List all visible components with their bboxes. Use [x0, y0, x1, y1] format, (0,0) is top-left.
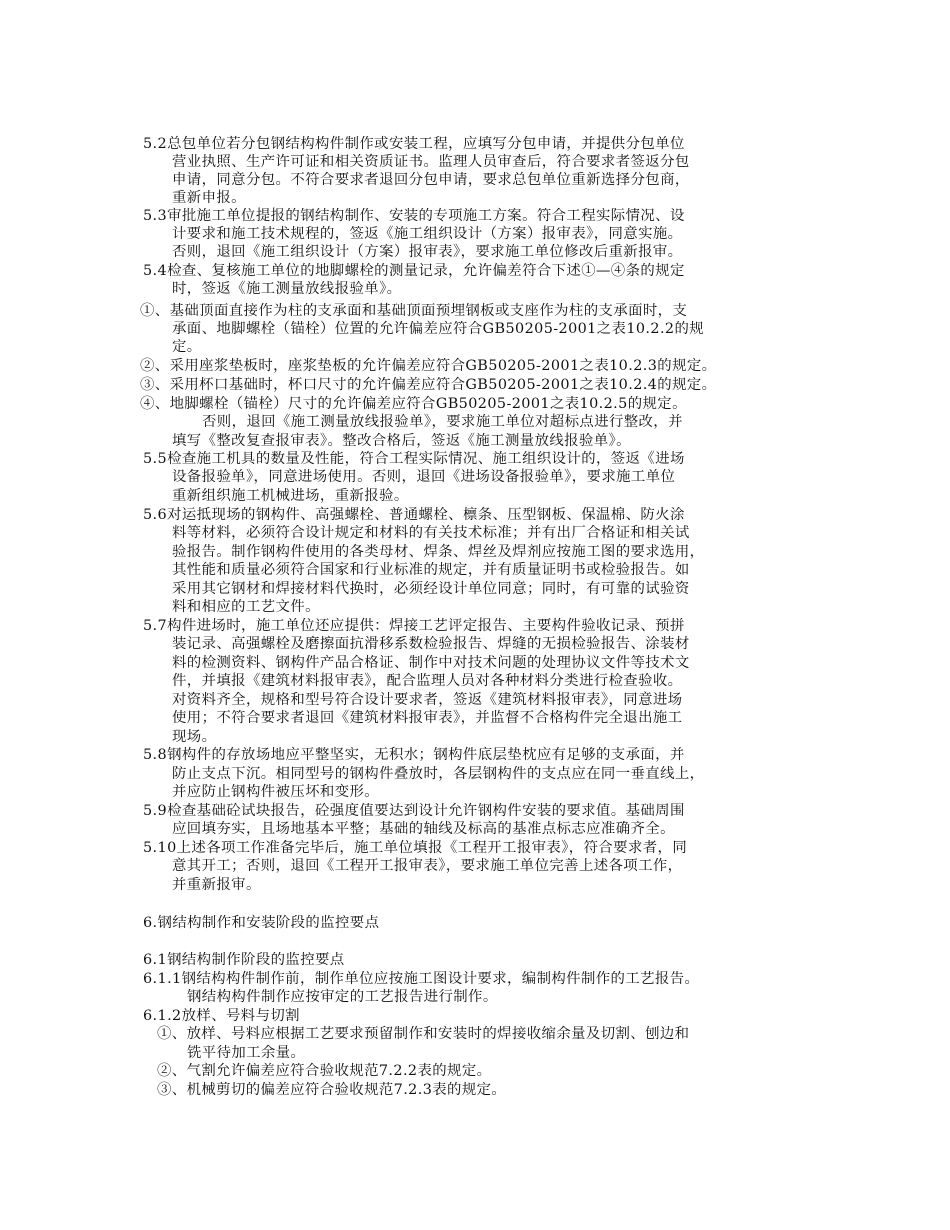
text-line: 重新申报。: [172, 190, 246, 206]
section-heading: 6.钢结构制作和安装阶段的监控要点: [143, 915, 380, 931]
text-line: 5.8钢构件的存放场地应平整坚实，无积水；钢构件底层垫枕应有足够的支承面，并: [143, 747, 685, 763]
text-line: ③、机械剪切的偏差应符合验收规范7.2.3表的规定。: [157, 1082, 507, 1098]
text-line: 铣平待加工余量。: [187, 1045, 306, 1061]
text-line: 否则，退回《施工组织设计（方案）报审表》，要求施工单位修改后重新报审。: [172, 244, 683, 260]
text-line: 验报告。制作钢构件使用的各类母材、焊条、焊丝及焊剂应按施工图的要求选用，: [172, 544, 705, 560]
text-line: 营业执照、生产许可证和相关资质证书。监理人员审查后，符合要求者签返分包: [172, 154, 690, 170]
text-line: 并重新报审。: [172, 877, 261, 893]
text-line: ①、基础顶面直接作为柱的支承面和基础顶面预埋钢板或支座作为柱的支承面时，支: [140, 303, 688, 319]
text-line: 对资料齐全，规格和型号符合设计要求者，签返《建筑材料报审表》，同意进场: [172, 692, 683, 708]
text-line: 承面、地脚螺栓（锚栓）位置的允许偏差应符合GB50205-2001之表10.2.2的规: [172, 321, 705, 337]
text-line: 5.3审批施工单位提报的钢结构制作、安装的专项施工方案。符合工程实际情况、设: [143, 208, 685, 224]
text-line: ④、地脚螺栓（锚栓）尺寸的允许偏差应符合GB50205-2001之表10.2.5的规定。: [140, 396, 687, 412]
text-line: ③、采用杯口基础时，杯口尺寸的允许偏差应符合GB50205-2001之表10.2.4的规定。: [140, 377, 717, 393]
text-line: 6.1.1钢结构构件制作前，制作单位应按施工图设计要求，编制构件制作的工艺报告。: [143, 971, 700, 987]
text-line: 5.10上述各项工作准备完毕后，施工单位填报《工程开工报审表》，符合要求者，同: [143, 840, 688, 856]
text-line: 装记录、高强螺栓及磨擦面抗滑移系数检验报告、焊缝的无损检验报告、涂装材: [172, 636, 690, 652]
text-line: 5.7构件进场时，施工单位还应提供：焊接工艺评定报告、主要构件验收记录、预拼: [143, 618, 685, 634]
text-line: 申请，同意分包。不符合要求者退回分包申请，要求总包单位重新选择分包商，: [172, 172, 690, 188]
text-line: 定。: [172, 339, 202, 355]
subsection-heading: 6.1钢结构制作阶段的监控要点: [143, 952, 345, 968]
text-line: 现场。: [172, 729, 217, 745]
text-line: 应回填夯实，且场地基本平整；基础的轴线及标高的基准点标志应准确齐全。: [172, 821, 675, 837]
text-line: 意其开工；否则，退回《工程开工报审表》，要求施工单位完善上述各项工作，: [172, 858, 683, 874]
text-line: 料等材料，必须符合设计规定和材料的有关技术标准；并有出厂合格证和相关试: [172, 525, 690, 541]
text-line: 采用其它钢材和焊接材料代换时，必须经设计单位同意；同时，有可靠的试验资: [172, 581, 690, 597]
text-line: 其性能和质量必须符合国家和行业标准的规定，并有质量证明书或检验报告。如: [172, 562, 690, 578]
text-line: 时，签返《施工测量放线报验单》。: [172, 281, 402, 297]
text-line: 件，并填报《建筑材料报审表》，配合监理人员对各种材料分类进行检查验收。: [172, 673, 683, 689]
text-line: 重新组织施工机械进场，重新报验。: [172, 488, 409, 504]
text-line: 料的检测资料、钢构件产品合格证、制作中对技术问题的处理协议文件等技术文: [172, 655, 690, 671]
text-line: 钢结构构件制作应按审定的工艺报告进行制作。: [187, 989, 498, 1005]
text-line: 5.4检查、复核施工单位的地脚螺栓的测量记录，允许偏差符合下述①—④条的规定: [143, 263, 685, 279]
text-line: 5.6对运抵现场的钢构件、高强螺栓、普通螺栓、檩条、压型钢板、保温棉、防火涂: [143, 507, 685, 523]
text-line: ②、气割允许偏差应符合验收规范7.2.2表的规定。: [157, 1063, 492, 1079]
text-line: ①、放样、号料应根据工艺要求预留制作和安装时的焊接收缩余量及切割、刨边和: [157, 1026, 690, 1042]
text-line: 5.2总包单位若分包钢结构构件制作或安装工程，应填写分包申请，并提供分包单位: [143, 136, 685, 152]
text-line: 设备报验单》，同意进场使用。否则，退回《进场设备报验单》，要求施工单位: [172, 469, 676, 485]
text-line: 填写《整改复查报审表》。整改合格后，签返《施工测量放线报验单》。: [172, 433, 631, 449]
text-line: 并应防止钢构件被压坏和变形。: [172, 784, 380, 800]
text-line: 料和相应的工艺文件。: [172, 599, 320, 615]
text-line: 5.5检查施工机具的数量及性能，符合工程实际情况、施工组织设计的，签返《进场: [143, 451, 685, 467]
text-line: ②、采用座浆垫板时，座浆垫板的允许偏差应符合GB50205-2001之表10.2.3的规定。: [140, 358, 717, 374]
text-line: 5.9检查基础砼试块报告，砼强度值要达到设计允许钢构件安装的要求值。基础周围: [143, 803, 685, 819]
text-line: 防止支点下沉。相同型号的钢构件叠放时，各层钢构件的支点应在同一垂直线上，: [172, 766, 705, 782]
text-line: 6.1.2放样、号料与切割: [143, 1008, 300, 1024]
text-line: 使用；不符合要求者退回《建筑材料报审表》，并监督不合格构件完全退出施工: [172, 710, 683, 726]
text-line: 否则，退回《施工测量放线报验单》，要求施工单位对超标点进行整改，并: [202, 414, 683, 430]
text-line: 计要求和施工技术规程的，签返《施工组织设计（方案）报审表》，同意实施。: [172, 226, 683, 242]
